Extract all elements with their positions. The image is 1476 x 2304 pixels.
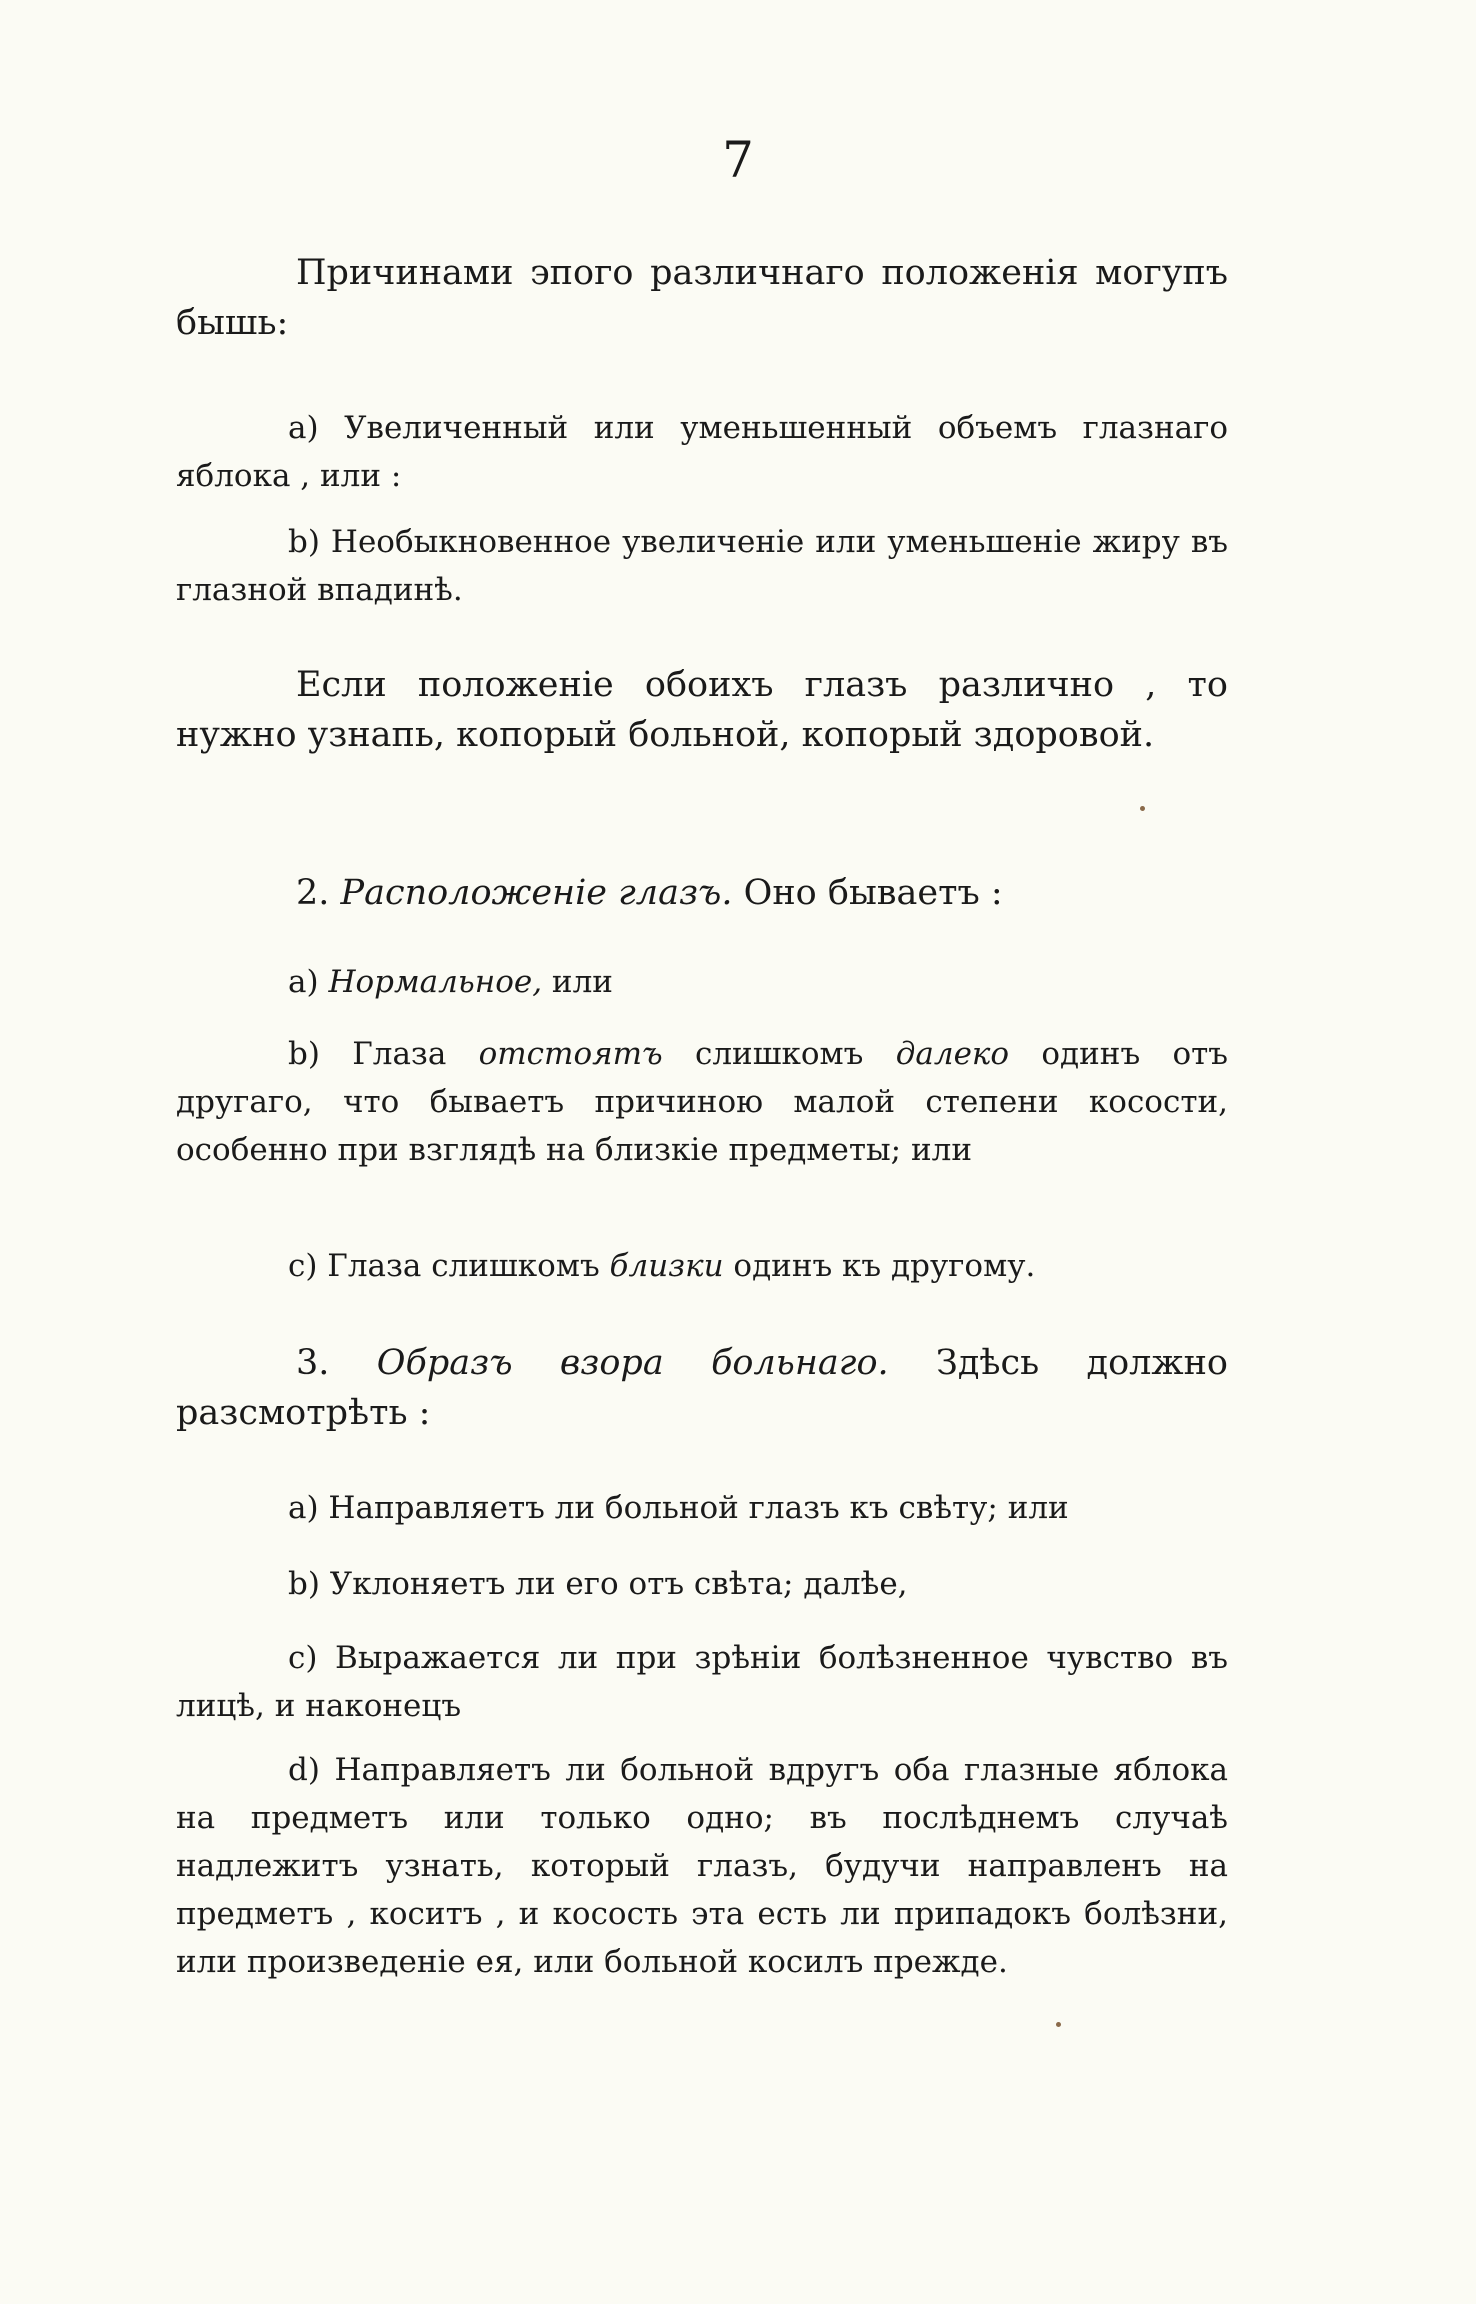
list-item-2b-rest: одинъ отъ другаго, что бываетъ причиною малой степени косости, особенно при взглядѣ на близкіе предметы; или [176, 1036, 1229, 1168]
section-3-number: 3. [296, 1343, 330, 1383]
page-number: 7 [722, 131, 754, 189]
section-3-title: Образъ взора больнаго. [376, 1343, 889, 1383]
list-item-2b-italic1: отстоятъ [478, 1036, 663, 1072]
list-item-2a-prefix: a) [288, 964, 319, 1000]
section-2-number: 2. [296, 873, 330, 913]
list-item-2b-prefix: b) Глаза [288, 1036, 447, 1072]
list-item-3a: a) Направляетъ ли больной глазъ къ свѣту; или [288, 1490, 1069, 1526]
list-item-3b: b) Уклоняетъ ли его отъ свѣта; далѣе, [288, 1566, 908, 1602]
list-item-2a [176, 958, 1228, 1006]
paper-speck [1056, 2022, 1061, 2027]
paragraph-causes: Причинами эпого различнаго положенія могупъ бышь: [176, 253, 1228, 343]
list-item-2c-prefix: c) Глаза слишкомъ [288, 1248, 600, 1284]
section-2-heading [176, 868, 1228, 918]
list-item-b-fat: b) Необыкновенное увеличеніе или уменьшеніе жиру въ глазной впадинѣ. [176, 524, 1228, 608]
list-item-a-eyeball-volume: a) Увеличенный или уменьшенный объемъ глазнаго яблока , или : [176, 410, 1228, 494]
list-item-2b [176, 1030, 1228, 1174]
list-item-2b-italic2: далеко [895, 1036, 1010, 1072]
section-3-rest: Здѣсь должно разсмотрѣть : [176, 1343, 1228, 1433]
list-item-3c: c) Выражается ли при зрѣніи болѣзненное чувство въ лицѣ, и наконецъ [176, 1640, 1228, 1724]
list-item-2c-italic: близки [609, 1248, 724, 1284]
section-2-title: Расположеніе глазъ. [340, 873, 733, 913]
list-item-2b-mid: слишкомъ [694, 1036, 864, 1072]
section-3-heading [176, 1338, 1228, 1438]
list-item-2c-rest: одинъ къ другому. [733, 1248, 1036, 1284]
section-2-rest: Оно бываетъ : [743, 873, 1003, 913]
list-item-2a-italic: Нормальное, [328, 964, 543, 1000]
list-item-2a-rest: или [551, 964, 613, 1000]
paragraph-both-eyes: Если положеніе обоихъ глазъ различно , то нужно узнапь, копорый больной, копорый здоровой. [176, 665, 1228, 755]
paper-speck [1140, 806, 1145, 811]
list-item-3d: d) Направляетъ ли больной вдругъ оба глазные яблока на предметъ или только одно; въ послѣднемъ случаѣ надлежитъ узнать, который глазъ, будучи направленъ на предметъ , коситъ , и косость эта есть ли припадокъ болѣзни, или произведеніе ея, или больной косилъ прежде. [176, 1752, 1228, 1980]
list-item-2c [176, 1242, 1228, 1290]
